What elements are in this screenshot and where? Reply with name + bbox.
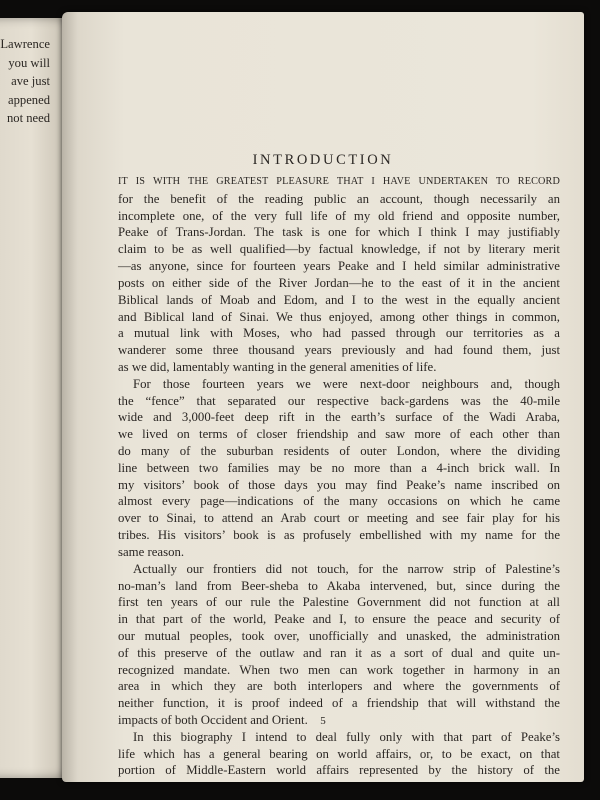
chapter-heading: INTRODUCTION bbox=[252, 152, 394, 168]
text-line: tribes. His visitors’ book is as profusely embellished with my name for the bbox=[118, 528, 560, 543]
text-line: we lived on terms of closer friendship and saw more of each other than bbox=[118, 427, 560, 442]
text-line: almost every page—indications of the many occasions on which he came bbox=[118, 494, 560, 509]
text-line: and Biblical land of Sinai. We thus enjoyed, among other things in common, bbox=[118, 309, 560, 324]
text-line: first ten years of our rule the Palestine Government did not function at all bbox=[118, 595, 560, 610]
text-line: wanderer some three thousand years previously and had found them, just bbox=[118, 343, 560, 358]
text-line: in that part of the world, Peake and I, to ensure the peace and security of bbox=[118, 612, 560, 627]
text-line: my visitors’ book of those days you may find Peake’s name inscribed on bbox=[118, 477, 560, 492]
text-line: —as anyone, since for fourteen years Peake and I held similar administrative bbox=[118, 259, 560, 274]
text-line: no-man’s land from Beer-sheba to Akaba intervened, but, since during the bbox=[118, 578, 560, 593]
text-line: the “fence” that separated our respective back-gardens was the 40-mile bbox=[118, 393, 560, 408]
page-number: 5 bbox=[320, 715, 326, 727]
text-line: over to Sinai, to attend an Arab court or meeting and see fair play for his bbox=[118, 511, 560, 526]
text-line: line between two families may be no more than a 4-inch brick wall. In bbox=[118, 460, 560, 475]
left-page-line: Lawrence bbox=[0, 37, 50, 51]
body-text bbox=[118, 174, 560, 779]
text-line: Biblical lands of Moab and Edom, and I to the west in the equally ancient bbox=[118, 292, 560, 307]
book-page bbox=[62, 12, 584, 782]
left-page-line: you will bbox=[8, 55, 50, 70]
text-line: In this biography I intend to deal fully only with that part of Peake’s bbox=[133, 729, 560, 744]
text-line: a mutual link with Moses, who had passed through our territories as a bbox=[118, 326, 560, 341]
text-line: as we did, lamentably wanting in the general amenities of life. bbox=[118, 359, 437, 374]
text-line: life which has a general bearing on world affairs, or, to be exact, on that bbox=[118, 746, 560, 761]
text-line: area in which they are both interlopers and where the governments of bbox=[118, 679, 560, 694]
left-page-line: not need bbox=[6, 111, 50, 126]
text-line: same reason. bbox=[118, 544, 185, 559]
text-line: recognized mandate. When two men can work together in harmony in an bbox=[118, 662, 560, 677]
text-line: portion of Middle-Eastern world affairs represented by the history of the bbox=[118, 763, 560, 778]
text-line: posts on either side of the River Jordan—he to the east of it in the ancient bbox=[118, 275, 560, 290]
text-line: For those fourteen years we were next-door neighbours and, though bbox=[133, 376, 560, 391]
text-line: IT IS WITH THE GREATEST PLEASURE THAT I HAVE UNDERTAKEN TO RECORD bbox=[118, 176, 560, 187]
text-line: impacts of both Occident and Orient. bbox=[118, 713, 308, 727]
text-line: Peake of Trans-Jordan. The task is one for which I think I may justifiably bbox=[118, 225, 560, 240]
left-page-line: appened bbox=[8, 92, 50, 107]
text-line: incomplete one, of the very full life of my old friend and opposite number, bbox=[118, 208, 560, 223]
text-line: do many of the suburban residents of outer London, where the dividing bbox=[118, 444, 560, 458]
text-line: neither function, it is proof indeed of a friendship that will withstand the bbox=[118, 696, 560, 711]
text-line: wide and 3,000-feet deep rift in the earth’s surface of the Wadi Araba, bbox=[118, 410, 560, 425]
left-page-line: ave just bbox=[11, 74, 50, 89]
text-line: of this preserve of the outlaw and ran it as a sort of dual and quite un- bbox=[118, 645, 560, 660]
text-line: claim to be as well qualified—by factual knowledge, if not by literary merit bbox=[118, 242, 560, 257]
text-line: our mutual peoples, took over, unofficially and unasked, the administration bbox=[118, 628, 560, 643]
text-line: Actually our frontiers did not touch, for the narrow strip of Palestine’s bbox=[133, 561, 560, 576]
text-line: for the benefit of the reading public an account, though necessarily an bbox=[118, 191, 560, 206]
